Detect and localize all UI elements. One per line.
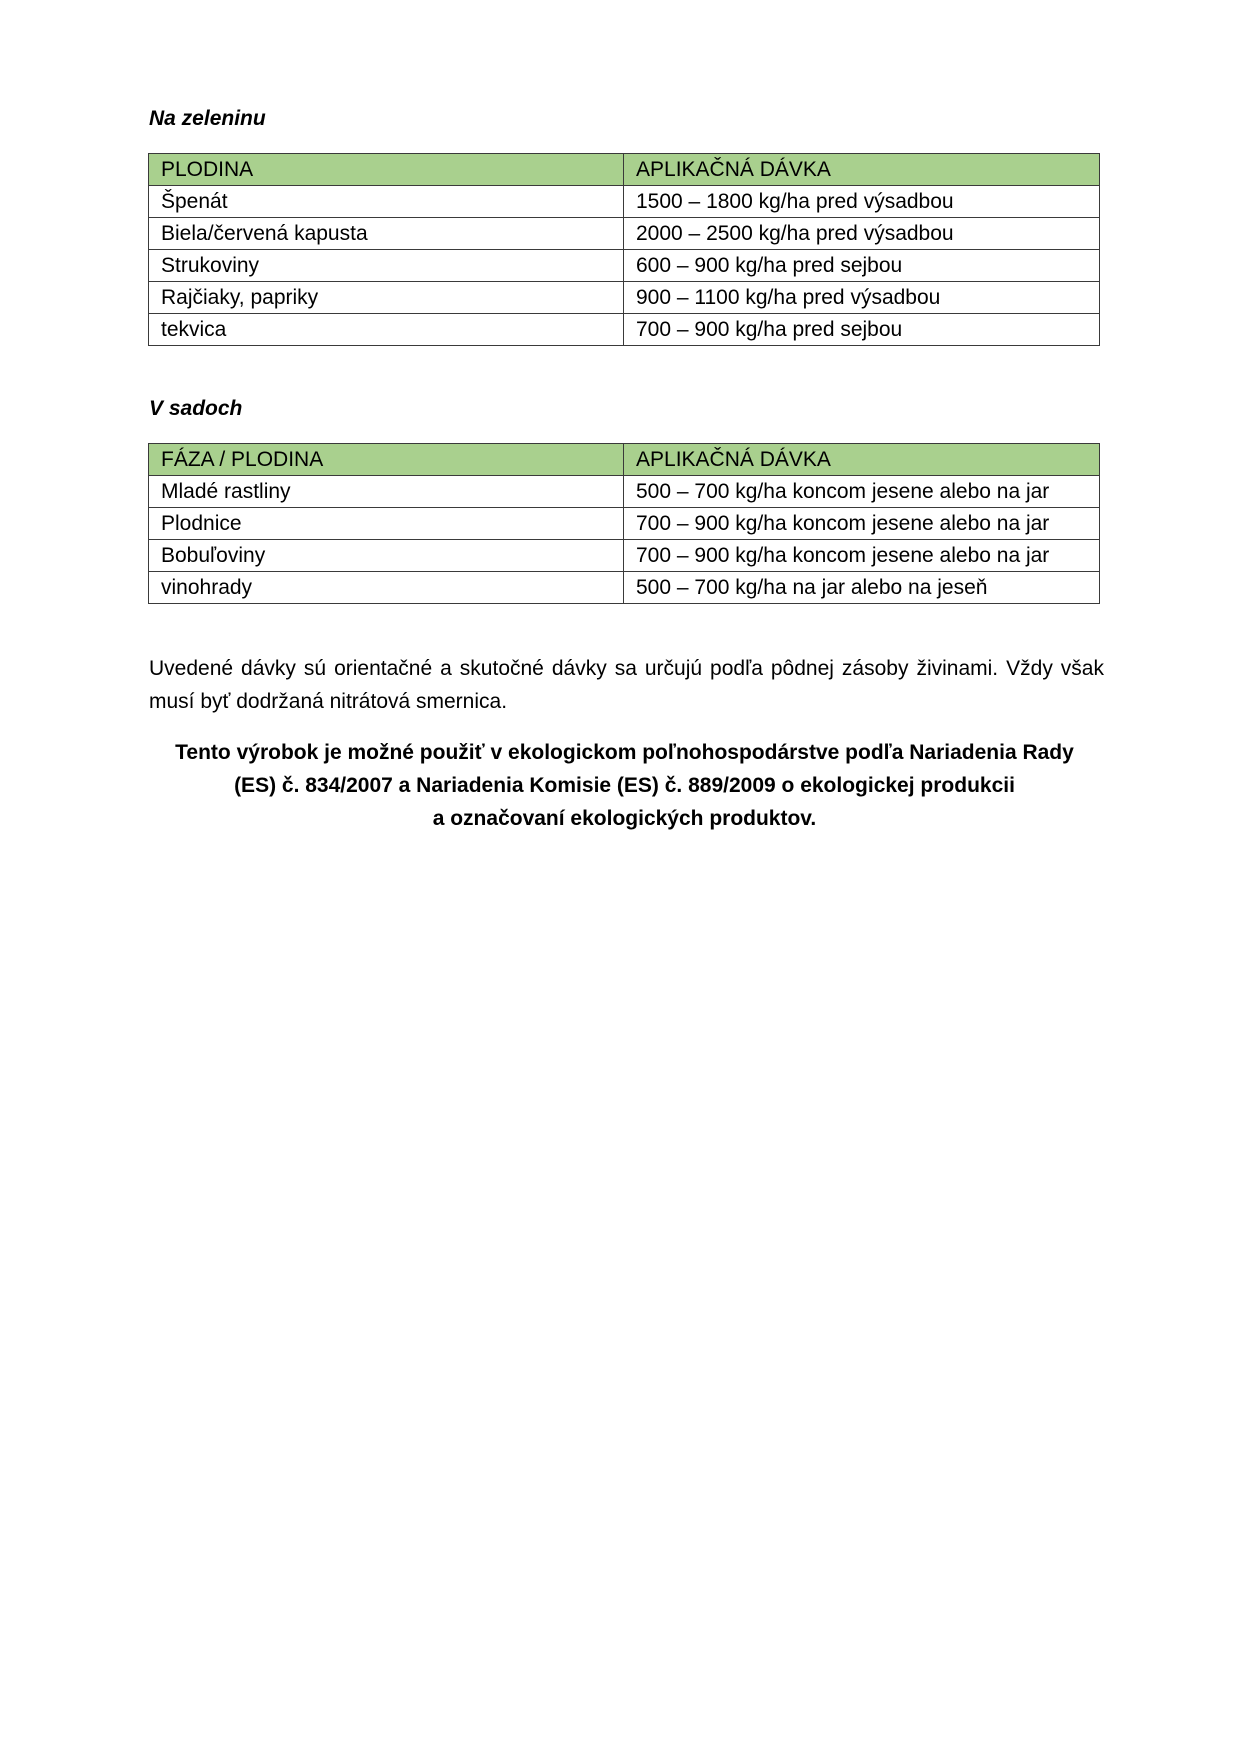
dose-cell: 1500 – 1800 kg/ha pred výsadbou: [624, 186, 1100, 218]
table-header-row: [149, 154, 1100, 186]
dose-cell: 600 – 900 kg/ha pred sejbou: [624, 250, 1100, 282]
dose-cell: 500 – 700 kg/ha koncom jesene alebo na jar: [624, 476, 1100, 508]
dose-cell: 2000 – 2500 kg/ha pred výsadbou: [624, 218, 1100, 250]
crop-cell: Rajčiaky, papriky: [149, 282, 624, 314]
section-heading-vegetables: Na zeleninu: [149, 107, 266, 130]
column-header-phase-crop: FÁZA / PLODINA: [149, 444, 624, 476]
dosage-note: Uvedené dávky sú orientačné a skutočné dávky sa určujú podľa pôdnej zásoby živinami. Vždy však musí byť dodržaná nitrátová smernica.: [149, 657, 1104, 713]
crop-cell: Plodnice: [149, 508, 624, 540]
crop-cell: tekvica: [149, 314, 624, 346]
orchards-dose-table: [148, 443, 1100, 604]
table-row: [149, 540, 1100, 572]
vegetables-dose-table: [148, 153, 1100, 346]
column-header-crop: PLODINA: [149, 154, 624, 186]
table-row: [149, 250, 1100, 282]
dose-cell: 900 – 1100 kg/ha pred výsadbou: [624, 282, 1100, 314]
table-row: [149, 218, 1100, 250]
table-row: [149, 314, 1100, 346]
crop-cell: Špenát: [149, 186, 624, 218]
column-header-dose: APLIKAČNÁ DÁVKA: [624, 154, 1100, 186]
dose-cell: 500 – 700 kg/ha na jar alebo na jeseň: [624, 572, 1100, 604]
column-header-dose: APLIKAČNÁ DÁVKA: [624, 444, 1100, 476]
dose-cell: 700 – 900 kg/ha koncom jesene alebo na jar: [624, 508, 1100, 540]
crop-cell: Bobuľoviny: [149, 540, 624, 572]
table-header-row: [149, 444, 1100, 476]
table-row: [149, 282, 1100, 314]
crop-cell: Strukoviny: [149, 250, 624, 282]
table-row: [149, 508, 1100, 540]
section-heading-orchards: V sadoch: [149, 397, 243, 420]
dose-cell: 700 – 900 kg/ha pred sejbou: [624, 314, 1100, 346]
eco-statement: [149, 736, 1100, 835]
table-row: [149, 476, 1100, 508]
crop-cell: vinohrady: [149, 572, 624, 604]
eco-statement-line: a označovaní ekologických produktov.: [432, 807, 817, 830]
crop-cell: Mladé rastliny: [149, 476, 624, 508]
crop-cell: Biela/červená kapusta: [149, 218, 624, 250]
table-row: [149, 186, 1100, 218]
table-row: [149, 572, 1100, 604]
eco-statement-line: (ES) č. 834/2007 a Nariadenia Komisie (ES) č. 889/2009 o ekologickej produkcii: [234, 774, 1015, 797]
dose-cell: 700 – 900 kg/ha koncom jesene alebo na jar: [624, 540, 1100, 572]
eco-statement-line: Tento výrobok je možné použiť v ekologickom poľnohospodárstve podľa Nariadenia Rady: [175, 741, 1074, 764]
